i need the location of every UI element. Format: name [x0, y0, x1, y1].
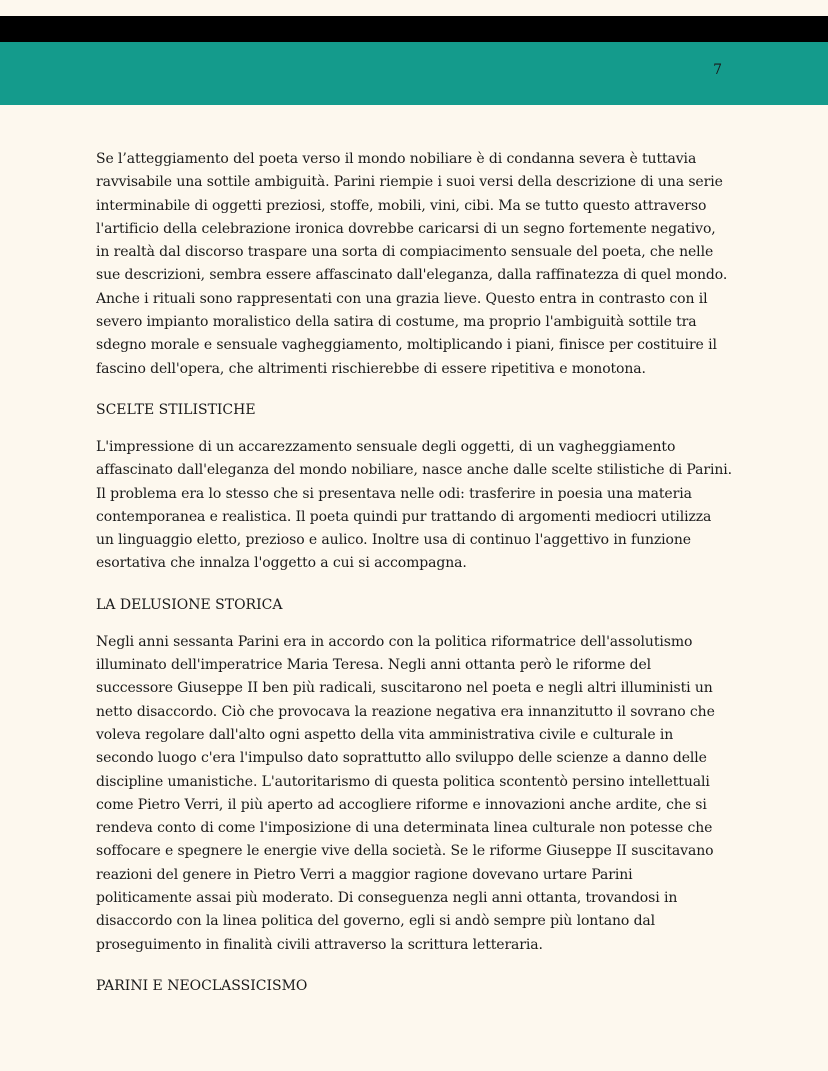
section-heading-delusione-storica: LA DELUSIONE STORICA: [96, 596, 283, 613]
page-number: 7: [713, 62, 722, 78]
document-body: [96, 148, 732, 1012]
body-paragraph-2: L'impressione di un accarezzamento sensuale degli oggetti, di un vagheggiamento affascinato dall'eleganza del mondo nobiliare, nasce anche dalle scelte stilistiche di Parini. Il problema era lo stesso che si presentava nelle odi: trasferire in poesia una materia contemporanea e realistica. Il poeta quindi pur trattando di argomenti mediocri utilizza un linguaggio eletto, prezioso e aulico. Inoltre usa di continuo l'aggettivo in funzione esortativa che innalza l'oggetto a cui si accompagna.: [96, 438, 732, 572]
top-black-bar: [0, 16, 828, 42]
section-heading-scelte-stilistiche: SCELTE STILISTICHE: [96, 401, 256, 418]
page-header: [0, 42, 828, 105]
body-paragraph-3: Negli anni sessanta Parini era in accordo con la politica riformatrice dell'assolutismo illuminato dell'imperatrice Maria Teresa. Negli anni ottanta però le riforme del successore Giuseppe II ben più radicali, suscitarono nel poeta e negli altri illuministi un netto disaccordo. Ciò che provocava la reazione negativa era innanzitutto il sovrano che voleva regolare dall'alto ogni aspetto della vita amministrativa civile e culturale in secondo luogo c'era l'impulso dato soprattutto allo sviluppo delle scienze a danno delle discipline umanistiche. L'autoritarismo di questa politica scontentò persino intellettuali come Pietro Verri, il più aperto ad accogliere riforme e innovazioni anche ardite, che si rendeva conto di come l'imposizione di una determinata linea culturale non potesse che soffocare e spegnere le energie vive della società. Se le riforme Giuseppe II suscitavano reazioni del genere in Pietro Verri a maggior ragione dovevano urtare Parini politicamente assai più moderato. Di conseguenza negli anni ottanta, trovandosi in disaccordo con la linea politica del governo, egli si andò sempre più lontano dal proseguimento in finalità civili attraverso la scrittura letteraria.: [96, 633, 715, 953]
body-paragraph-1: Se l’atteggiamento del poeta verso il mondo nobiliare è di condanna severa è tuttavia ravvisabile una sottile ambiguità. Parini riempie i suoi versi della descrizione di una serie interminabile di oggetti preziosi, stoffe, mobili, vini, cibi. Ma se tutto questo attraverso l'artificio della celebrazione ironica dovrebbe caricarsi di un segno fortemente negativo, in realtà dal discorso traspare una sorta di compiacimento sensuale del poeta, che nelle sue descrizioni, sembra essere affascinato dall'eleganza, dalla raffinatezza di quel mondo. Anche i rituali sono rappresentati con una grazia lieve. Questo entra in contrasto con il severo impianto moralistico della satira di costume, ma proprio l'ambiguità sottile tra sdegno morale e sensuale vagheggiamento, moltiplicando i piani, finisce per costituire il fascino dell'opera, che altrimenti rischierebbe di essere ripetitiva e monotona.: [96, 151, 728, 377]
section-heading-parini-neoclassicismo: PARINI E NEOCLASSICISMO: [96, 977, 308, 994]
